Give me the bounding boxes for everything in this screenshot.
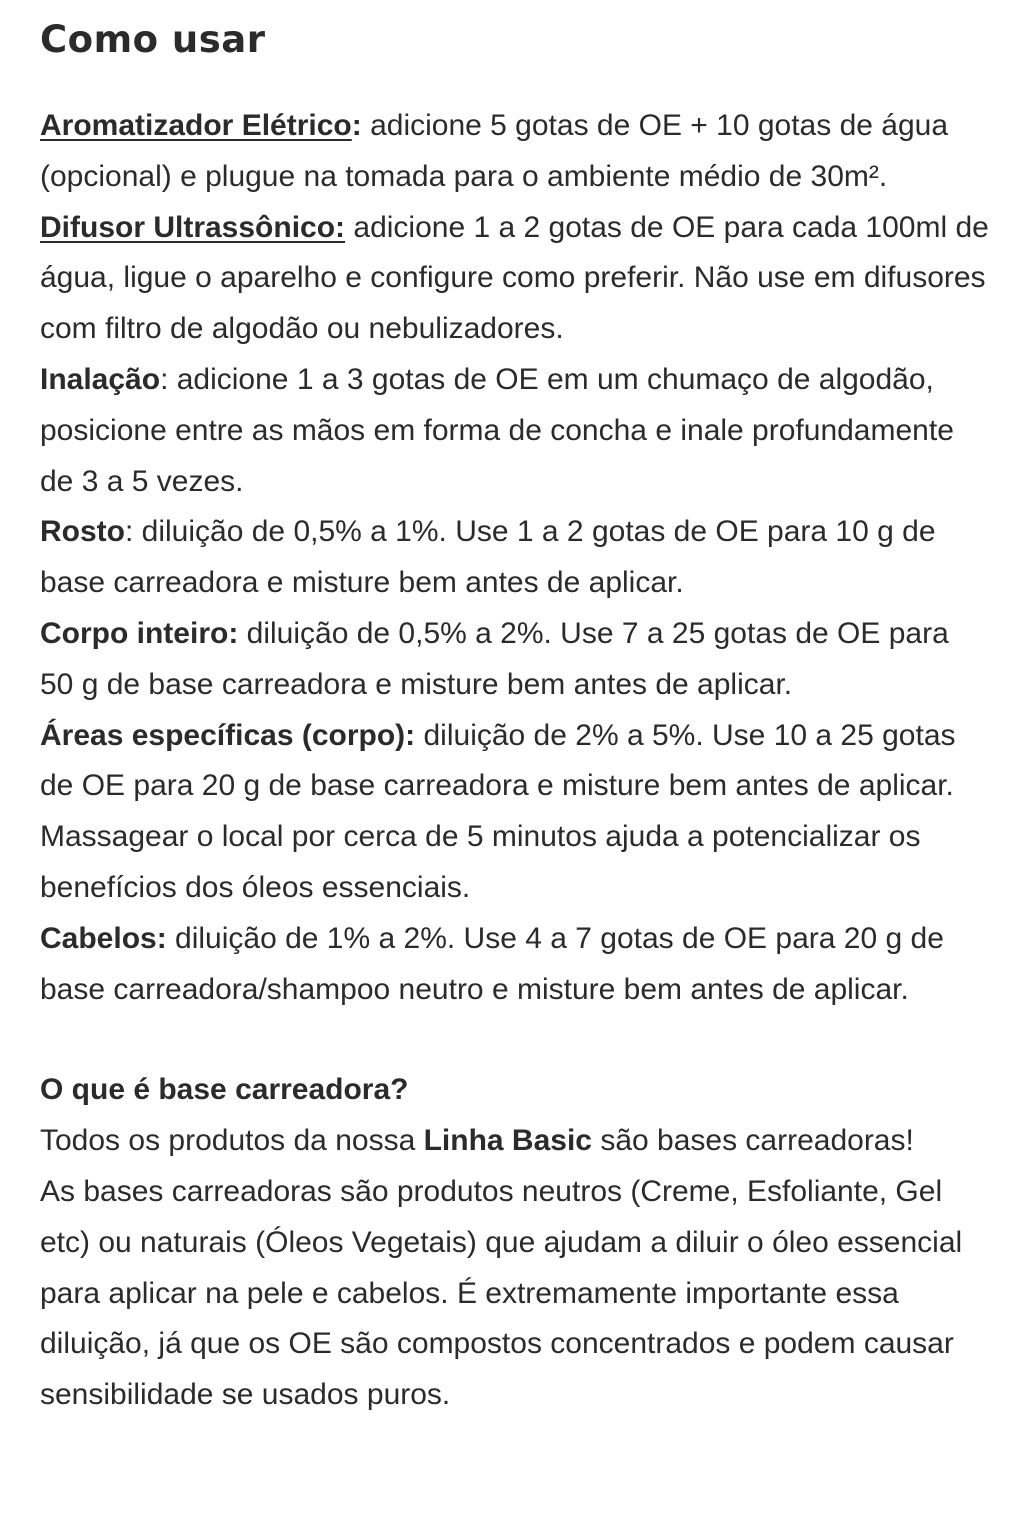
usage-item-rosto <box>40 507 990 609</box>
usage-label-corpo-inteiro: Corpo inteiro: <box>40 616 239 650</box>
base-intro <box>40 1116 990 1167</box>
usage-item-inalacao <box>40 355 990 507</box>
usage-label-difusor: Difusor Ultrassônico: <box>40 210 346 244</box>
usage-label-inalacao: Inalação <box>40 362 161 396</box>
usage-text-rosto: : diluição de 0,5% a 1%. Use 1 a 2 gotas de OE para 10 g de base carreadora e misture bem antes de aplicar. <box>40 515 936 600</box>
usage-label-cabelos: Cabelos: <box>40 921 167 955</box>
linha-basic-label: Linha Basic <box>423 1124 592 1158</box>
usage-label-rosto: Rosto <box>40 515 125 549</box>
base-carreadora-section <box>40 1065 990 1421</box>
usage-text-cabelos: diluição de 1% a 2%. Use 4 a 7 gotas de OE para 20 g de base carreadora/shampoo neutro e misture bem antes de aplicar. <box>40 921 944 1006</box>
usage-list <box>40 101 990 1015</box>
usage-label-suffix: : <box>351 109 362 142</box>
usage-text-inalacao: : adicione 1 a 3 gotas de OE em um chumaço de algodão, posicione entre as mãos em forma de concha e inale profundamente de 3 a 5 vezes. <box>40 362 954 498</box>
usage-text-areas-especificas: diluição de 2% a 5%. Use 10 a 25 gotas de OE para 20 g de base carreadora e misture bem antes de aplicar. Massagear o local por cerca de 5 minutos ajuda a potencializar os benefícios dos óleos essenciais. <box>40 718 956 904</box>
usage-label-areas-especificas: Áreas específicas (corpo): <box>40 718 416 752</box>
usage-text-difusor: adicione 1 a 2 gotas de OE para cada 100ml de água, ligue o aparelho e configure como preferir. Não use em difusores com filtro de algodão ou nebulizadores. <box>40 210 989 346</box>
usage-item-difusor <box>40 203 990 355</box>
usage-label-aromatizador: Aromatizador Elétrico <box>40 109 352 142</box>
usage-item-corpo-inteiro <box>40 609 990 711</box>
usage-item-cabelos <box>40 914 990 1016</box>
usage-text-aromatizador: adicione 5 gotas de OE + 10 gotas de água (opcional) e plugue na tomada para o ambiente médio de 30m². <box>40 109 949 193</box>
content-page <box>40 0 990 1421</box>
usage-item-aromatizador <box>40 101 990 203</box>
usage-item-areas-especificas <box>40 711 990 914</box>
base-intro-before: Todos os produtos da nossa <box>40 1124 424 1158</box>
page-title: Como usar <box>40 18 266 61</box>
base-body: As bases carreadoras são produtos neutros (Creme, Esfoliante, Gel etc) ou naturais (Óleos Vegetais) que ajudam a diluir o óleo essencial para aplicar na pele e cabelos. É extremamente importante essa diluição, já que os OE são compostos concentrados e podem causar sensibilidade se usados puros. <box>40 1174 963 1412</box>
usage-text-corpo-inteiro: diluição de 0,5% a 2%. Use 7 a 25 gotas de OE para 50 g de base carreadora e misture bem antes de aplicar. <box>40 616 949 701</box>
section-heading: O que é base carreadora? <box>40 1073 409 1107</box>
base-intro-after: são bases carreadoras! <box>591 1124 914 1158</box>
